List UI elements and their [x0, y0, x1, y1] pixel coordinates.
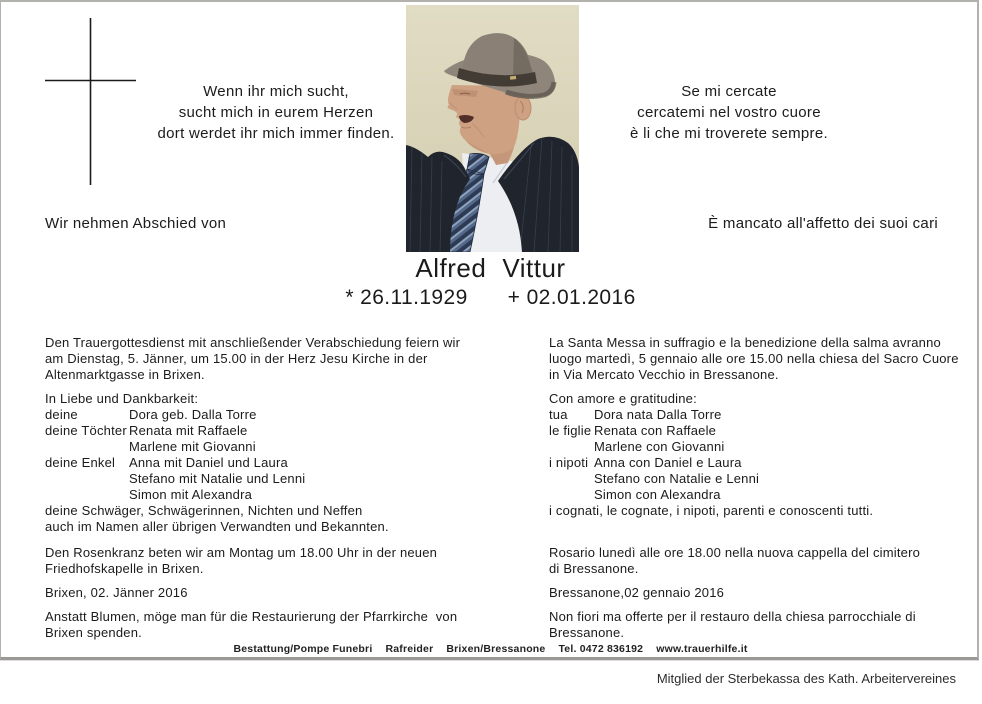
- membership-note: Mitglied der Sterbekassa des Kath. Arbeitervereines: [656, 671, 956, 686]
- body-line: Friedhofskapelle in Brixen.: [45, 561, 204, 576]
- body-line: di Bressanone.: [549, 561, 639, 576]
- funeral-home-footer: [1, 643, 980, 655]
- body-line: Bressanone.: [549, 625, 625, 640]
- verse-line: è li che mi troverete sempre.: [630, 125, 828, 142]
- family-relation: deine: [45, 407, 78, 422]
- family-row: [549, 423, 964, 439]
- body-line: Rosario lunedì alle ore 18.00 nella nuova cappella del cimitero: [549, 545, 921, 560]
- family-row: [549, 471, 964, 487]
- family-row: [45, 455, 485, 471]
- footer-segment: Rafreider: [385, 643, 434, 655]
- italian-column: [549, 335, 964, 641]
- last-name: Vittur: [502, 253, 566, 283]
- family-relation: [549, 487, 594, 503]
- deceased-name: [1, 253, 980, 283]
- body-line: i cognati, le cognate, i nipoti, parenti e conoscenti tutti.: [549, 503, 874, 518]
- footer-segment: www.trauerhilfe.it: [656, 643, 748, 655]
- verse-line: dort werdet ihr mich immer finden.: [157, 125, 395, 142]
- verse-italian: [584, 81, 874, 144]
- family-name: Simon mit Alexandra: [129, 487, 253, 502]
- family-relation: deine Töchter: [45, 423, 127, 438]
- verse-german: [131, 81, 421, 144]
- family-name: Renata con Raffaele: [594, 423, 717, 438]
- footer-segment: Brixen/Bressanone: [446, 643, 546, 655]
- family-row: [549, 455, 964, 471]
- verse-line: Se mi cercate: [681, 83, 777, 100]
- family-name: Simon con Alexandra: [594, 487, 721, 502]
- body-line: Den Rosenkranz beten wir am Montag um 18.00 Uhr in der neuen: [45, 545, 438, 560]
- family-name: Stefano mit Natalie und Lenni: [129, 471, 306, 486]
- family-name: Stefano con Natalie e Lenni: [594, 471, 760, 486]
- family-relation: deine Enkel: [45, 455, 116, 470]
- thanks-heading: In Liebe und Dankbarkeit:: [45, 391, 199, 406]
- family-relation: le figlie: [549, 423, 592, 438]
- family-name: Anna con Daniel e Laura: [594, 455, 742, 470]
- life-dates: [1, 286, 980, 310]
- family-name: Marlene con Giovanni: [594, 439, 725, 454]
- farewell-italian: È mancato all'affetto dei suoi cari: [708, 215, 938, 232]
- verse-line: Wenn ihr mich sucht,: [203, 83, 349, 100]
- family-row: [549, 439, 964, 455]
- body-line: auch im Namen aller übrigen Verwandten und Bekannten.: [45, 519, 389, 534]
- body-line: Brixen spenden.: [45, 625, 142, 640]
- body-line: La Santa Messa in suffragio e la benedizione della salma avranno: [549, 335, 941, 350]
- family-row: [45, 471, 485, 487]
- body-line: Non fiori ma offerte per il restauro della chiesa parrocchiale di: [549, 609, 916, 624]
- dateline: Brixen, 02. Jänner 2016: [45, 585, 188, 600]
- family-row: [45, 439, 485, 455]
- body-line: Den Trauergottesdienst mit anschließender Verabschiedung feiern wir: [45, 335, 461, 350]
- family-relation: [45, 471, 129, 487]
- dateline: Bressanone,02 gennaio 2016: [549, 585, 725, 600]
- footer-segment: Bestattung/Pompe Funebri: [233, 643, 373, 655]
- family-row: [549, 407, 964, 423]
- family-relation: i nipoti: [549, 455, 589, 470]
- verse-line: cercatemi nel vostro cuore: [637, 104, 821, 121]
- body-line: deine Schwäger, Schwägerinnen, Nichten und Neffen: [45, 503, 363, 518]
- body-line: Altenmarktgasse in Brixen.: [45, 367, 205, 382]
- family-name: Dora geb. Dalla Torre: [129, 407, 257, 422]
- family-relation: [45, 439, 129, 455]
- german-column: [45, 335, 485, 641]
- verse-line: sucht mich in eurem Herzen: [178, 104, 374, 121]
- body-line: Anstatt Blumen, möge man für die Restaurierung der Pfarrkirche von: [45, 609, 458, 624]
- cross-icon: [41, 14, 141, 194]
- family-row: [45, 407, 485, 423]
- farewell-german: Wir nehmen Abschied von: [45, 215, 227, 232]
- family-name: Marlene mit Giovanni: [129, 439, 256, 454]
- family-row: [45, 423, 485, 439]
- portrait-photo: [406, 5, 579, 252]
- first-name: Alfred: [415, 253, 487, 283]
- family-relation: [45, 487, 129, 503]
- family-relation: [549, 471, 594, 487]
- family-name: Anna mit Daniel und Laura: [129, 455, 288, 470]
- thanks-heading: Con amore e gratitudine:: [549, 391, 697, 406]
- family-relation: tua: [549, 407, 568, 422]
- portrait-illustration: [406, 5, 579, 252]
- footer-segment: Tel. 0472 836192: [558, 643, 644, 655]
- birth-date: * 26.11.1929: [345, 286, 468, 309]
- body-line: in Via Mercato Vecchio in Bressanone.: [549, 367, 779, 382]
- family-row: [45, 487, 485, 503]
- death-date: + 02.01.2016: [507, 286, 636, 309]
- body-line: luogo martedì, 5 gennaio alle ore 15.00 nella chiesa del Sacro Cuore: [549, 351, 959, 366]
- family-relation: [549, 439, 594, 455]
- family-name: Renata mit Raffaele: [129, 423, 248, 438]
- family-row: [549, 487, 964, 503]
- family-name: Dora nata Dalla Torre: [594, 407, 722, 422]
- body-line: am Dienstag, 5. Jänner, um 15.00 in der Herz Jesu Kirche in der: [45, 351, 428, 366]
